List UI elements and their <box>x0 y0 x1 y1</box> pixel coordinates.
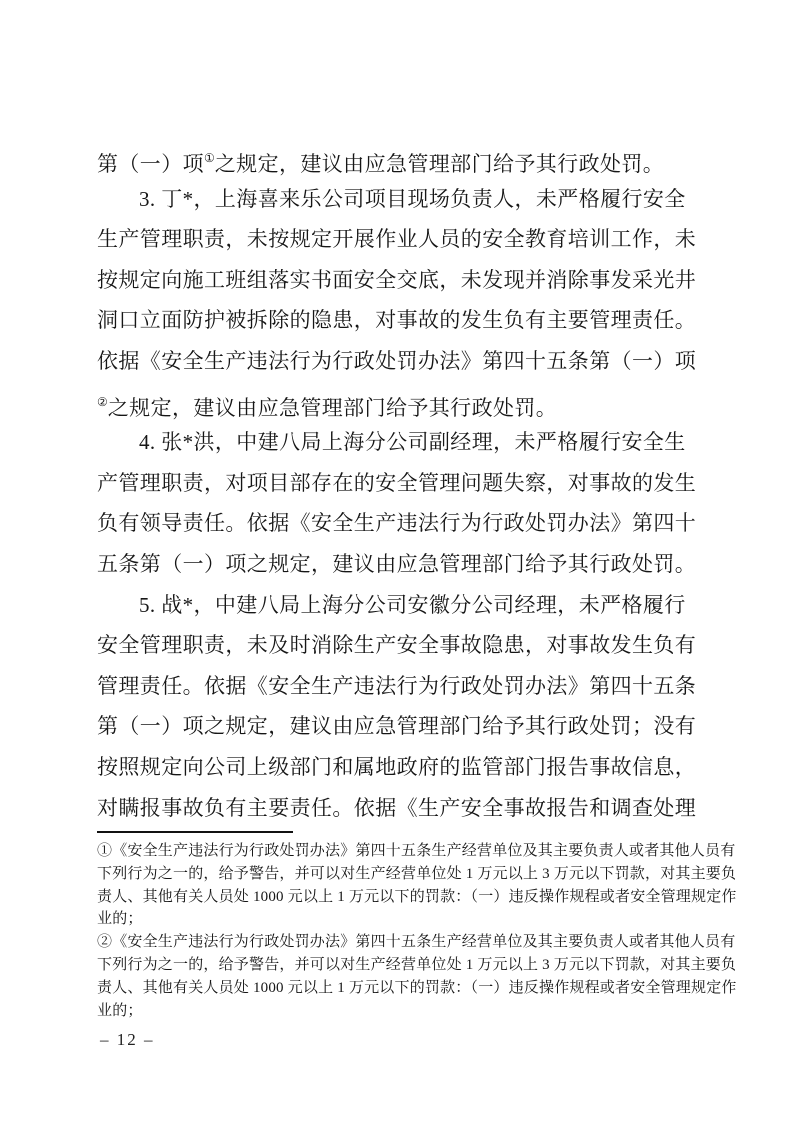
body-text-segment: 之规定，建议由应急管理部门给予其行政处罚。 <box>214 152 665 176</box>
footnote-line: 下列行为之一的，给予警告，并可以对生产经营单位处 1 万元以上 3 万元以下罚款，对其主要负 <box>97 865 737 882</box>
body-line <box>97 300 697 341</box>
footnote-marker: ① <box>204 151 215 165</box>
body-text-segment: 5. 战*，中建八局上海分公司安徽分公司经理，未严格履行 <box>139 592 686 617</box>
body-line <box>97 219 697 260</box>
body-line <box>97 503 697 544</box>
footnote-line: 业的； <box>97 911 143 928</box>
footnote-marker: ② <box>97 394 108 409</box>
body-text <box>97 138 697 828</box>
footnote-line: ①《安全生产违法行为行政处罚办法》第四十五条生产经营单位及其主要负责人或者其他人员有 <box>97 843 736 859</box>
footnote-line: 责人、其他有关人员处 1000 元以上 1 万元以下的罚款：（一）违反操作规程或者安全管理规定作 <box>97 979 737 996</box>
body-text-segment: 按照规定向公司上级部门和属地政府的监管部门报告事故信息， <box>97 754 697 779</box>
body-text-segment: 负有领导责任。依据《安全生产违法行为行政处罚办法》第四十 <box>97 511 697 536</box>
footnote-line: 责人、其他有关人员处 1000 元以上 1 万元以下的罚款：（一）违反操作规程或者安全管理规定作 <box>97 888 737 905</box>
body-line <box>97 706 697 747</box>
body-text-segment: 按规定向施工班组落实书面安全交底，未发现并消除事发采光井 <box>97 267 697 292</box>
body-line <box>97 138 697 179</box>
body-text-segment: 洞口立面防护被拆除的隐患，对事故的发生负有主要管理责任。 <box>97 308 697 333</box>
footnote <box>97 931 737 1022</box>
footnote-line: 下列行为之一的，给予警告，并可以对生产经营单位处 1 万元以上 3 万元以下罚款，对其主要负 <box>97 956 737 973</box>
body-text-segment: 之规定，建议由应急管理部门给予其行政处罚。 <box>107 395 558 420</box>
body-line <box>97 341 697 382</box>
footnote-separator <box>97 831 293 833</box>
body-line <box>97 382 697 423</box>
body-text-segment: 产管理职责，对项目部存在的安全管理问题失察，对事故的发生 <box>97 470 697 495</box>
body-line <box>97 747 697 788</box>
body-line <box>97 260 697 301</box>
body-line <box>97 666 697 707</box>
body-line <box>97 463 697 504</box>
body-text-segment: 3. 丁*，上海喜来乐公司项目现场负责人，未严格履行安全 <box>139 186 686 211</box>
body-line <box>97 179 697 220</box>
body-text-segment: 管理责任。依据《安全生产违法行为行政处罚办法》第四十五条 <box>97 673 697 698</box>
body-text-segment: 五条第（一）项之规定，建议由应急管理部门给予其行政处罚。 <box>97 551 697 576</box>
body-text-segment: 生产管理职责，未按规定开展作业人员的安全教育培训工作，未 <box>97 227 697 252</box>
body-line <box>97 625 697 666</box>
body-line <box>97 585 697 626</box>
body-text-segment: 4. 张*洪，中建八局上海分公司副经理，未严格履行安全生 <box>139 430 686 455</box>
footnote-line: 业的； <box>97 1002 143 1019</box>
footnote <box>97 840 737 931</box>
body-text-segment: 第（一）项之规定，建议由应急管理部门给予其行政处罚；没有 <box>97 714 697 739</box>
page-number: – 12 – <box>100 1030 155 1049</box>
body-line <box>97 788 697 829</box>
body-line <box>97 422 697 463</box>
body-text-segment: 第（一）项 <box>97 152 204 176</box>
body-line <box>97 544 697 585</box>
body-text-segment: 安全管理职责，未及时消除生产安全事故隐患，对事故发生负有 <box>97 633 697 658</box>
footnote-line: ②《安全生产违法行为行政处罚办法》第四十五条生产经营单位及其主要负责人或者其他人员有 <box>97 934 736 951</box>
footnotes <box>97 840 737 1022</box>
body-text-segment: 对瞒报事故负有主要责任。依据《生产安全事故报告和调查处理 <box>97 795 697 820</box>
body-text-segment: 依据《安全生产违法行为行政处罚办法》第四十五条第（一）项 <box>97 348 697 373</box>
